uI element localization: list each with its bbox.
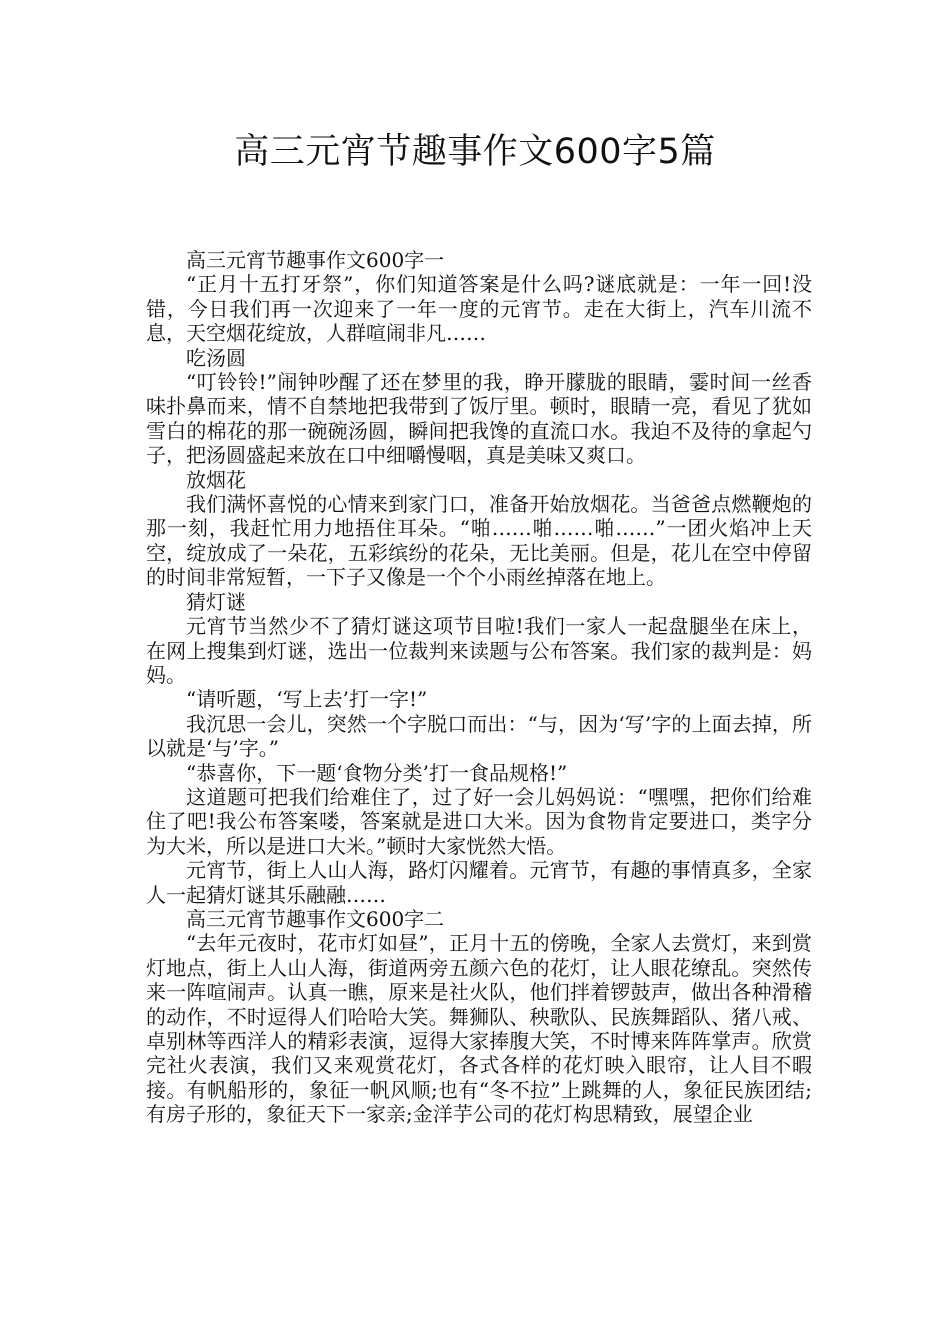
section-heading-1: 高三元宵节趣事作文600字一 <box>186 248 445 272</box>
section-heading-2: 高三元宵节趣事作文600字二 <box>186 906 445 931</box>
subheading-fireworks: 放烟花 <box>186 467 246 492</box>
subheading-tangyuan: 吃汤圆 <box>186 345 246 370</box>
paragraph: “正月十五打牙祭”，你们知道答案是什么吗?谜底就是：一年一回!没错，今日我们再一次迎来了一年一度的元宵节。走在大街上，汽车川流不息，天空烟花绽放，人群喧闹非凡…… <box>146 272 812 346</box>
paragraph: 元宵节，街上人山人海，路灯闪耀着。元宵节，有趣的事情真多，全家人一起猜灯谜其乐融融…… <box>146 858 812 907</box>
paragraph: “请听题，‘写上去’打一字!” <box>186 687 428 712</box>
subheading-riddles: 猜灯谜 <box>186 589 246 614</box>
paragraph: 这道题可把我们给难住了，过了好一会儿妈妈说：“嘿嘿，把你们给难住了吧!我公布答案喽，答案就是进口大米。因为食物肯定要进口，类字分为大米，所以是进口大米。”顿时大家恍然大悟。 <box>146 784 812 858</box>
paragraph: “去年元夜时，花市灯如昼”，正月十五的傍晚，全家人去赏灯，来到赏灯地点，街上人山人海，街道两旁五颜六色的花灯，让人眼花缭乱。突然传来一阵喧闹声。认真一瞧，原来是社火队，他们拌着锣鼓声，做出各种滑稽的动作，不时逗得人们哈哈大笑。舞狮队、秧歌队、民族舞蹈队、猪八戒、卓别林等西洋人的精彩表演，逗得大家捧腹大笑，不时博来阵阵掌声。欣赏完社火表演，我们又来观赏花灯，各式各样的花灯映入眼帘，让人目不暇接。有帆船形的，象征一帆风顺;也有“冬不拉”上跳舞的人，象征民族团结;有房子形的，象征天下一家亲;金洋芋公司的花灯构思精致，展望企业 <box>146 931 812 1127</box>
document-body <box>146 248 812 1127</box>
paragraph: “恭喜你，下一题‘食物分类’打一食品规格!” <box>186 760 568 785</box>
document-title: 高三元宵节趣事作文600字5篇 <box>234 132 716 172</box>
paragraph: 我们满怀喜悦的心情来到家门口，准备开始放烟花。当爸爸点燃鞭炮的那一刻，我赶忙用力地捂住耳朵。“啪……啪……啪……”一团火焰冲上天空，绽放成了一朵花，五彩缤纷的花朵，无比美丽。但是，花儿在空中停留的时间非常短暂，一下子又像是一个个小雨丝掉落在地上。 <box>146 492 812 590</box>
paragraph: 元宵节当然少不了猜灯谜这项节目啦!我们一家人一起盘腿坐在床上，在网上搜集到灯谜，选出一位裁判来读题与公布答案。我们家的裁判是：妈妈。 <box>146 614 812 687</box>
paragraph: “叮铃铃!”闹钟吵醒了还在梦里的我，睁开朦胧的眼睛，霎时间一丝香味扑鼻而来，情不自禁地把我带到了饭厅里。顿时，眼睛一亮，看见了犹如雪白的棉花的那一碗碗汤圆，瞬间把我馋的直流口水。我迫不及待的拿起勺子，把汤圆盛起来放在口中细嚼慢咽，真是美味又爽口。 <box>146 370 812 468</box>
paragraph: 我沉思一会儿，突然一个字脱口而出：“与，因为‘写’字的上面去掉，所以就是‘与’字。” <box>146 711 812 761</box>
